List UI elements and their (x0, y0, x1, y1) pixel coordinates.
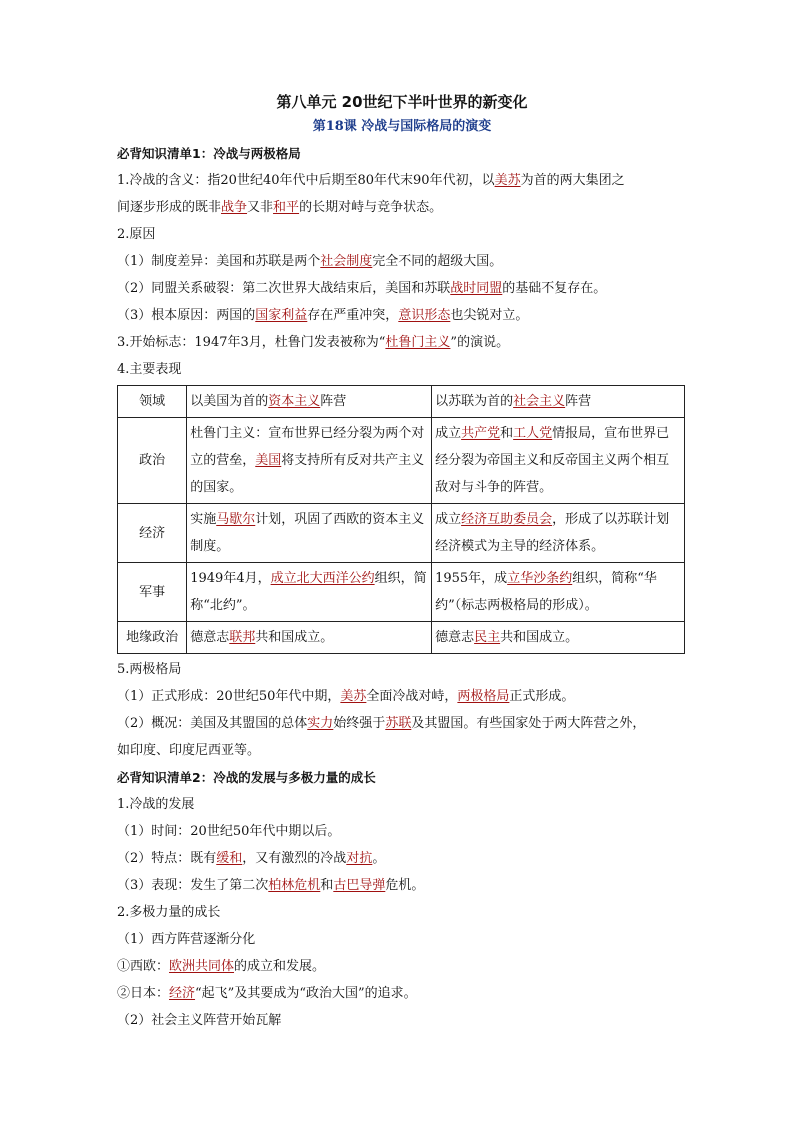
multipolar-1: （1）西方阵营逐渐分化 (117, 932, 256, 947)
su-cell (432, 622, 685, 654)
text: 1955年，成 (435, 571, 508, 586)
text: 的基础不复存在。 (502, 281, 607, 296)
header-field: 领域 (118, 386, 187, 418)
bipolar-1 (117, 683, 687, 710)
text: 情报局，宣布世界已经分裂为帝国主义和反帝国主义两个相互敌对与斗争的阵营。 (435, 426, 670, 495)
keyword: 经济互助委员会 (461, 512, 553, 527)
text: 及其盟国。有些国家处于两大阵营之外， (411, 716, 646, 731)
list2-heading: 必背知识清单2：冷战的发展与多极力量的成长 (117, 770, 376, 785)
text: 将支持所有反对共产主义的国家。 (190, 453, 425, 495)
keyword: 战争 (221, 200, 248, 215)
development-heading: 1.冷战的发展 (117, 797, 195, 812)
text: 德意志 (190, 630, 230, 645)
us-cell (187, 418, 432, 504)
keyword: 国家利益 (255, 308, 308, 323)
field-cell: 政治 (118, 418, 187, 504)
keyword: 苏联 (385, 716, 412, 731)
text: 以美国为首的 (190, 394, 269, 409)
text: 阵营 (320, 394, 347, 409)
us-cell (187, 622, 432, 654)
bipolar-heading: 5.两极格局 (117, 662, 182, 677)
text: “起飞”及其要成为“政治大国”的追求。 (195, 986, 417, 1001)
cause-2 (117, 275, 687, 302)
text: 成立 (435, 512, 462, 527)
text: 为首的两大集团之 (520, 173, 625, 188)
table-row (118, 504, 685, 563)
cause-heading: 2.原因 (117, 227, 156, 242)
text: （3）根本原因：两国的 (117, 308, 256, 323)
text: 的成立和发展。 (234, 959, 326, 974)
text: 完全不同的超级大国。 (372, 254, 503, 269)
bipolar-2-cont: 如印度、印度尼西亚等。 (117, 743, 261, 758)
list1-heading: 必背知识清单1：冷战与两极格局 (117, 146, 301, 161)
text: 德意志 (435, 630, 475, 645)
su-cell (432, 504, 685, 563)
keyword: 美国 (255, 453, 282, 468)
text: 始终强于 (333, 716, 386, 731)
table-row (118, 622, 685, 654)
western-europe (117, 953, 687, 980)
text: 阵营 (565, 394, 592, 409)
keyword: 经济 (169, 986, 196, 1001)
text: 也尖锐对立。 (450, 308, 529, 323)
main-heading: 4.主要表现 (117, 362, 182, 377)
development-1: （1）时间：20世纪50年代中期以后。 (117, 824, 341, 839)
keyword: 柏林危机 (268, 878, 321, 893)
keyword: 成立北大西洋公约 (270, 571, 375, 586)
text: 1949年4月， (190, 571, 271, 586)
text: 1.冷战的含义：指20世纪40年代中后期至80年代末90年代初，以 (117, 173, 495, 188)
text: 存在严重冲突， (307, 308, 399, 323)
text: 3.开始标志：1947年3月，杜鲁门发表被称为“ (117, 335, 386, 350)
text: 正式形成。 (509, 689, 575, 704)
su-cell (432, 563, 685, 622)
bipolar-2 (117, 710, 687, 737)
development-2 (117, 845, 687, 872)
start-sign (117, 329, 687, 356)
keyword: 杜鲁门主义 (385, 335, 451, 350)
us-cell (187, 563, 432, 622)
keyword: 两极格局 (457, 689, 510, 704)
keyword: 实力 (307, 716, 334, 731)
text: 成立 (435, 426, 462, 441)
text: 以苏联为首的 (435, 394, 514, 409)
keyword: 美苏 (340, 689, 367, 704)
text: 组织，简称“华约”（标志两极格局的形成）。 (435, 571, 657, 613)
keyword: 联邦 (229, 630, 256, 645)
keyword: 共产党 (461, 426, 501, 441)
keyword: 民主 (474, 630, 501, 645)
keyword: 古巴导弹 (333, 878, 386, 893)
field-cell: 军事 (118, 563, 187, 622)
header-su-camp (432, 386, 685, 418)
su-cell (432, 418, 685, 504)
cold-war-definition-line2 (117, 194, 687, 221)
cause-3 (117, 302, 687, 329)
text: 组织，简称“北约”。 (190, 571, 427, 613)
text: 和 (320, 878, 334, 893)
text: ，形成了以苏联计划经济模式为主导的经济体系。 (435, 512, 670, 554)
keyword: 立华沙条约 (507, 571, 573, 586)
text: （3）表现：发生了第二次 (117, 878, 269, 893)
header-us-camp (187, 386, 432, 418)
table-row (118, 418, 685, 504)
text: 全面冷战对峙， (366, 689, 458, 704)
keyword: 资本主义 (268, 394, 321, 409)
text: 危机。 (385, 878, 425, 893)
development-3 (117, 872, 687, 899)
text: （1）正式形成：20世纪50年代中期， (117, 689, 341, 704)
unit-title: 第八单元 20世纪下半叶世界的新变化 (276, 93, 528, 111)
field-cell: 经济 (118, 504, 187, 563)
field-cell: 地缘政治 (118, 622, 187, 654)
keyword: 马歇尔 (216, 512, 256, 527)
keyword: 美苏 (494, 173, 521, 188)
multipolar-heading: 2.多极力量的成长 (117, 905, 221, 920)
text: ②日本： (117, 986, 170, 1001)
keyword: 战时同盟 (450, 281, 503, 296)
cause-1 (117, 248, 687, 275)
keyword: 和平 (273, 200, 300, 215)
lesson-title: 第18课 冷战与国际格局的演变 (312, 119, 492, 134)
text: 。 (372, 851, 386, 866)
text: 间逐步形成的既非 (117, 200, 222, 215)
keyword: 意识形态 (398, 308, 451, 323)
text: ，又有激烈的冷战 (242, 851, 347, 866)
keyword: 工人党 (513, 426, 553, 441)
text: 和 (500, 426, 514, 441)
text: （1）制度差异：美国和苏联是两个 (117, 254, 321, 269)
keyword: 社会制度 (320, 254, 373, 269)
document-content (117, 92, 687, 1034)
text: 又非 (247, 200, 274, 215)
keyword: 社会主义 (513, 394, 566, 409)
text: ”的演说。 (450, 335, 510, 350)
text: （2）同盟关系破裂：第二次世界大战结束后，美国和苏联 (117, 281, 451, 296)
cold-war-definition-line1 (117, 167, 687, 194)
text: 计划，巩固了西欧的资本主义制度。 (190, 512, 425, 554)
text: （2）特点：既有 (117, 851, 217, 866)
keyword: 缓和 (216, 851, 243, 866)
comparison-table (117, 385, 685, 654)
text: 共和国成立。 (500, 630, 579, 645)
keyword: 对抗 (346, 851, 373, 866)
text: 共和国成立。 (255, 630, 334, 645)
text: 杜鲁门主义：宣布世界已经分裂为两个对立的营垒， (190, 426, 425, 468)
multipolar-2: （2）社会主义阵营开始瓦解 (117, 1013, 282, 1028)
text: （2）概况：美国及其盟国的总体 (117, 716, 308, 731)
text: 的长期对峙与竞争状态。 (299, 200, 443, 215)
us-cell (187, 504, 432, 563)
text: 实施 (190, 512, 217, 527)
text: ①西欧： (117, 959, 170, 974)
japan (117, 980, 687, 1007)
table-row (118, 563, 685, 622)
keyword: 欧洲共同体 (169, 959, 235, 974)
table-header-row (118, 386, 685, 418)
